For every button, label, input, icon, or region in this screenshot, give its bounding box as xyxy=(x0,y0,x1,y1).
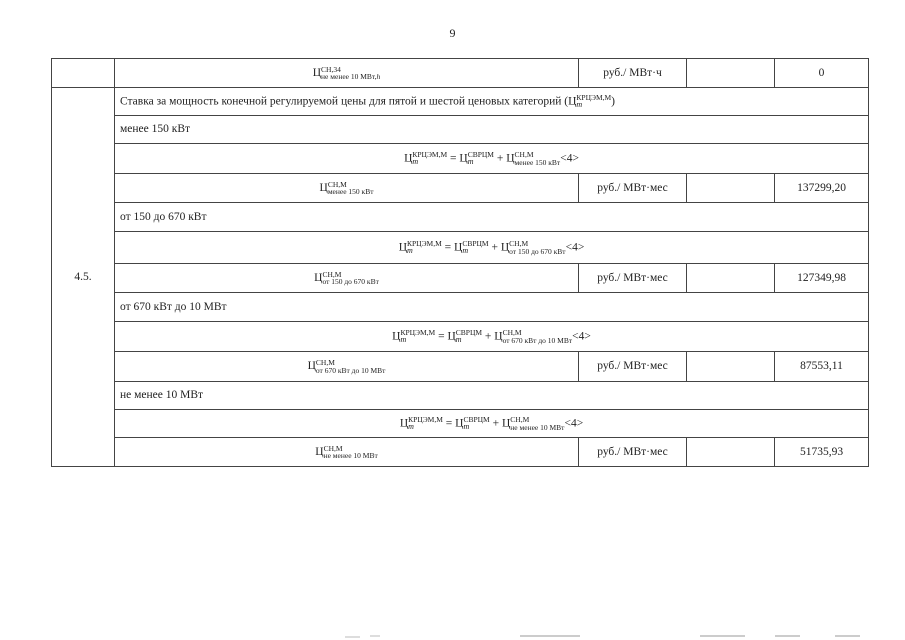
formula-lhs-sub: m xyxy=(408,422,414,432)
formula: Ц КРЦЭМ,М m = Ц СВРЦМ m + Ц СН,М от 670 кВт до 10 МВт <4> xyxy=(115,322,869,352)
formula-lhs-sup: КРЦЭМ,М xyxy=(412,149,448,159)
formula-symbol: Ц xyxy=(494,330,503,343)
scan-artifacts xyxy=(0,630,905,640)
rate-symbol: Ц xyxy=(307,360,316,373)
formula-symbol: Ц xyxy=(459,152,468,165)
rate-symbol-cell xyxy=(115,174,579,203)
group-label-row xyxy=(52,293,869,322)
tariff-table xyxy=(51,58,869,467)
rate-subscript: менее 150 кВт xyxy=(327,187,374,196)
rate-subscript-var: h xyxy=(376,72,381,81)
formula-lhs-sup: КРЦЭМ,М xyxy=(407,238,442,248)
rate-subscript: не менее 10 МВт xyxy=(323,451,378,460)
formula-mid-sub: m xyxy=(467,157,474,167)
rate-symbol: Ц xyxy=(319,181,328,194)
unit-cell: руб./ МВт·мес xyxy=(579,438,687,467)
table-row xyxy=(52,264,869,293)
formula-rhs-sub: менее 150 кВт xyxy=(514,157,561,167)
formula-rhs-sub: не менее 10 МВт xyxy=(510,422,565,432)
rate-superscript: СН,М xyxy=(327,179,347,189)
rate-symbol: Ц xyxy=(312,66,322,79)
formula: Ц КРЦЭМ,М m = Ц СВРЦМ m + Ц СН,М от 150 до 670 кВт <4> xyxy=(115,232,869,264)
formula-rhs-sub: от 150 до 670 кВт xyxy=(509,246,566,256)
group-label: от 670 кВт до 10 МВт xyxy=(115,293,869,322)
unit-cell: руб./ МВт·мес xyxy=(579,352,687,382)
formula: Ц КРЦЭМ,М m = Ц СВРЦМ m + Ц СН,М менее 150 кВт <4> xyxy=(115,144,869,174)
rate-superscript: СН,М xyxy=(323,443,343,453)
table-row xyxy=(52,174,869,203)
rate-symbol-cell xyxy=(115,264,579,293)
section-title-close: ) xyxy=(611,95,616,108)
formula-note: <4> xyxy=(565,241,585,254)
formula-note: <4> xyxy=(564,417,584,430)
rate-symbol-cell xyxy=(115,59,579,88)
section-title-row xyxy=(52,88,869,116)
group-label: менее 150 кВт xyxy=(115,116,869,144)
value-cell: 87553,11 xyxy=(775,352,869,382)
formula-rhs-sup: СН,М xyxy=(514,150,534,159)
rate-superscript: СН,34 xyxy=(321,64,341,74)
section-title-sub: m xyxy=(576,100,583,110)
group-label: не менее 10 МВт xyxy=(115,382,869,410)
formula-rhs-sup: СН,М xyxy=(502,328,522,337)
formula-row xyxy=(52,410,869,438)
section-title xyxy=(115,88,869,116)
value-cell: 137299,20 xyxy=(775,174,869,203)
rate-symbol-cell xyxy=(115,352,579,382)
empty-cell xyxy=(687,59,775,88)
unit-cell: руб./ МВт·ч xyxy=(579,59,687,88)
rate-superscript: СН,М xyxy=(315,358,335,367)
formula-symbol: Ц xyxy=(501,417,511,430)
formula-symbol: Ц xyxy=(392,330,401,343)
rate-superscript: СН,М xyxy=(322,269,342,279)
formula-symbol: Ц xyxy=(447,330,456,343)
rate-symbol-cell xyxy=(115,438,579,467)
section-number: 4.5. xyxy=(52,88,115,467)
formula-rhs-sup: СН,М xyxy=(510,415,530,424)
empty-cell xyxy=(687,264,775,293)
formula-rhs-sub: от 670 кВт до 10 МВт xyxy=(502,335,573,345)
formula-row xyxy=(52,144,869,174)
group-label: от 150 до 670 кВт xyxy=(115,203,869,232)
unit-cell: руб./ МВт·мес xyxy=(579,174,687,203)
page-number: 9 xyxy=(449,26,456,40)
formula-symbol: Ц xyxy=(455,417,464,430)
formula-lhs-sup: КРЦЭМ,М xyxy=(408,414,443,424)
group-label-row xyxy=(52,116,869,144)
formula-mid-sup: СВРЦМ xyxy=(455,327,483,337)
value-cell: 127349,98 xyxy=(775,264,869,293)
table-row xyxy=(52,438,869,467)
row-number-cell xyxy=(52,59,115,88)
formula-rhs-sup: СН,М xyxy=(509,239,529,248)
empty-cell xyxy=(687,438,775,467)
formula-mid-sub: m xyxy=(462,246,469,256)
formula-row xyxy=(52,322,869,352)
formula-symbol: Ц xyxy=(398,241,407,254)
formula: Ц КРЦЭМ,М m = Ц СВРЦМ m + Ц СН,М не менее 10 МВт <4> xyxy=(115,410,869,438)
formula-mid-sup: СВРЦМ xyxy=(467,149,494,159)
formula-symbol: Ц xyxy=(506,152,515,165)
formula-symbol: Ц xyxy=(454,241,463,254)
section-title-text: Ставка за мощность конечной регулируемой цены для пятой и шестой ценовых категорий (Ц xyxy=(120,95,577,108)
formula-lhs-sub: m xyxy=(407,246,413,256)
formula-symbol: Ц xyxy=(500,241,510,254)
section-title-sup: КРЦЭМ,М xyxy=(576,92,612,102)
value-cell: 0 xyxy=(775,59,869,88)
formula-symbol: Ц xyxy=(404,152,413,165)
formula-note: <4> xyxy=(572,330,591,343)
formula-mid-sub: m xyxy=(463,422,470,432)
formula-lhs-sub: m xyxy=(412,157,419,167)
formula-symbol: Ц xyxy=(399,417,409,430)
unit-cell: руб./ МВт·мес xyxy=(579,264,687,293)
empty-cell xyxy=(687,352,775,382)
formula-row xyxy=(52,232,869,264)
formula-note: <4> xyxy=(560,152,579,165)
rate-symbol: Ц xyxy=(315,445,324,458)
rate-subscript: от 670 кВт до 10 МВт xyxy=(315,365,386,375)
table-row-prev xyxy=(52,59,869,88)
group-label-row xyxy=(52,382,869,410)
rate-subscript: от 150 до 670 кВт xyxy=(322,277,379,286)
value-cell: 51735,93 xyxy=(775,438,869,467)
group-label-row xyxy=(52,203,869,232)
formula-lhs-sub: m xyxy=(400,335,407,345)
formula-lhs-sup: КРЦЭМ,М xyxy=(400,327,436,337)
formula-mid-sup: СВРЦМ xyxy=(462,238,489,248)
table-row xyxy=(52,352,869,382)
rate-subscript: не менее 10 МВт, xyxy=(321,72,377,81)
empty-cell xyxy=(687,174,775,203)
formula-mid-sup: СВРЦМ xyxy=(463,414,490,424)
formula-mid-sub: m xyxy=(455,335,462,345)
rate-symbol: Ц xyxy=(314,271,323,284)
